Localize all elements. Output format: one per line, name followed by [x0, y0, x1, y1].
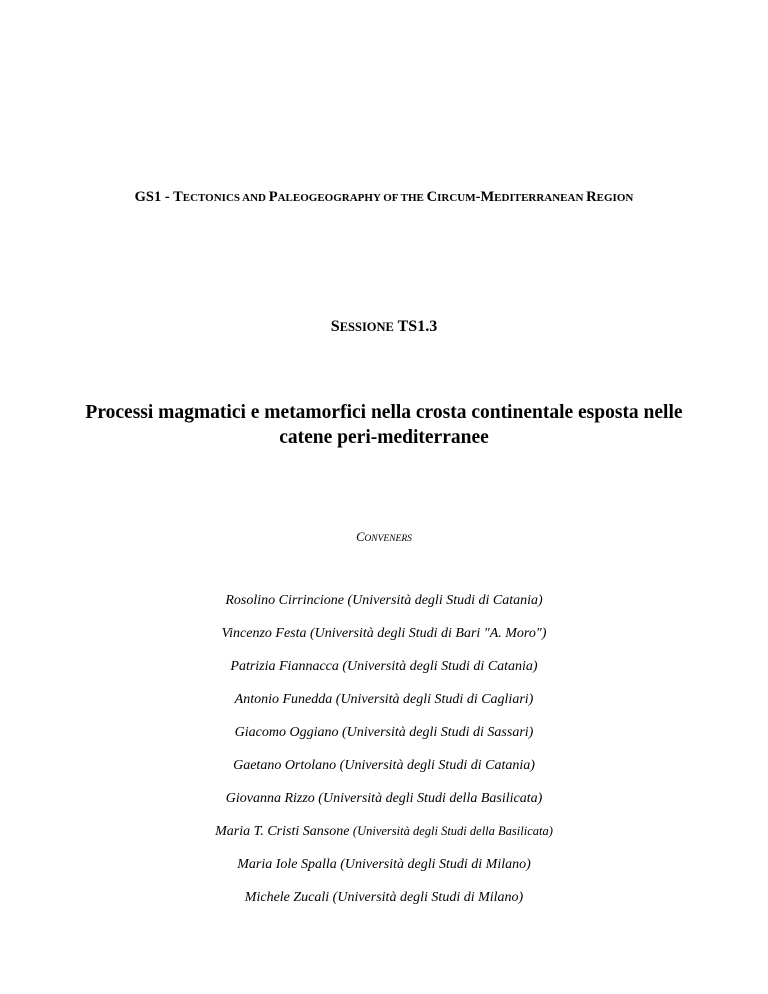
convener-name: Giovanna Rizzo	[225, 791, 315, 806]
convener-name: Vincenzo Festa	[221, 626, 307, 641]
convener-affiliation: (Università degli Studi di Catania)	[347, 593, 543, 608]
convener-affiliation: (Università degli Studi di Sassari)	[342, 725, 534, 740]
session-code: TS1.3	[393, 318, 438, 335]
group-word-rest: EDITERRANEAN	[494, 192, 584, 204]
convener-name: Gaetano Ortolano	[233, 758, 337, 773]
convener-name: Giacomo Oggiano	[234, 725, 339, 740]
group-word-connector: -	[475, 189, 481, 205]
convener-affiliation: (Università degli Studi di Bari "A. Moro")	[310, 626, 547, 641]
convener-affiliation: (Università degli Studi della Basilicata)	[318, 791, 543, 806]
convener-item	[0, 890, 768, 906]
convener-item	[0, 659, 768, 675]
group-word-initial: T	[173, 189, 183, 205]
convener-affiliation: (Università degli Studi della Basilicata)	[352, 824, 553, 838]
conveners-initial: C	[356, 530, 365, 544]
group-word-rest: IRCUM	[437, 192, 476, 204]
group-word-initial: R	[586, 189, 597, 205]
main-title-line-2: catene peri-mediterranee	[279, 427, 489, 448]
convener-name: Patrizia Fiannacca	[230, 659, 339, 674]
group-word-connector: OF THE	[380, 192, 427, 204]
group-word-rest: ALEOGEOGRAPHY	[277, 192, 381, 204]
main-title	[0, 400, 768, 450]
group-code: GS1 -	[134, 189, 174, 205]
session-heading	[0, 318, 768, 336]
group-word-initial: C	[426, 189, 438, 205]
convener-affiliation: (Università degli Studi di Milano)	[332, 890, 524, 905]
convener-item	[0, 725, 768, 741]
convener-affiliation: (Università degli Studi di Catania)	[342, 659, 538, 674]
convener-name: Antonio Funedda	[234, 692, 333, 707]
convener-item	[0, 824, 768, 840]
convener-name: Rosolino Cirrincione	[225, 593, 344, 608]
group-word-initial: P	[268, 189, 278, 205]
convener-item	[0, 791, 768, 807]
convener-name: Maria Iole Spalla	[237, 857, 337, 872]
conveners-rest: ONVENERS	[364, 534, 412, 544]
convener-item	[0, 626, 768, 642]
group-title	[0, 188, 768, 206]
convener-item	[0, 692, 768, 708]
conveners-heading	[0, 528, 768, 546]
convener-name: Maria T. Cristi Sansone	[215, 824, 350, 839]
session-initial: S	[330, 318, 340, 335]
convener-name: Michele Zucali	[244, 890, 330, 905]
group-word-initial: M	[480, 189, 495, 205]
group-word-connector: AND	[240, 192, 269, 204]
convener-item	[0, 593, 768, 609]
session-rest: ESSIONE	[339, 320, 394, 334]
convener-affiliation: (Università degli Studi di Milano)	[340, 857, 531, 872]
convener-affiliation: (Università degli Studi di Catania)	[339, 758, 535, 773]
group-word-rest: ECTONICS	[182, 192, 241, 204]
convener-item	[0, 857, 768, 873]
convener-affiliation: (Università degli Studi di Cagliari)	[335, 692, 534, 707]
group-word-rest: EGION	[596, 192, 634, 204]
main-title-line-1: Processi magmatici e metamorfici nella crosta continentale esposta nelle	[85, 402, 683, 423]
convener-item	[0, 758, 768, 774]
